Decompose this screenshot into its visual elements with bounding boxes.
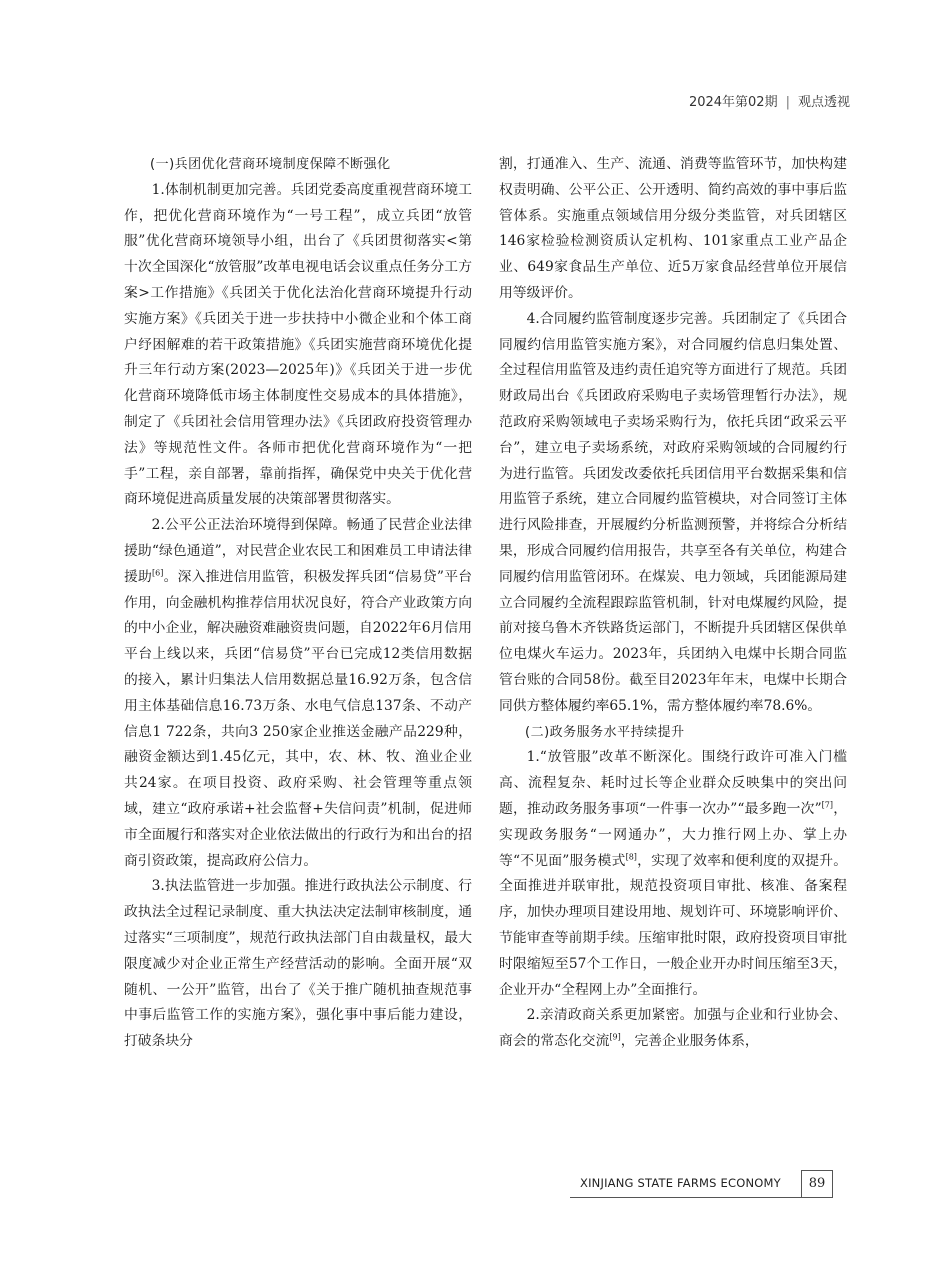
paragraph-3-continued: 割，打通准入、生产、流通、消费等监管环节，加快构建权责明确、公平公正、公开透明、简约高效的事中事后监管体系。实施重点领域信用分级分类监管，对兵团辖区146家检验检测资质认定机构、101家重点工业产品企业、649家食品生产单位、近5万家食品经营单位开展信用等级评价。 [499, 156, 847, 301]
issue-label: 2024年第02期 [688, 95, 778, 110]
paragraph-5-text-c: ，实现了效率和便利度的双提升。全面推进并联审批，规范投资项目审批、核准、备案程序，加快办理项目建设用地、规划许可、环境影响评价、节能审查等前期手续。压缩审批时限，政府投资项目审批时限缩短至57个工作日，一般企业开办时间压缩至3天，企业开办“全程网上办”全面推行。 [499, 852, 848, 998]
paragraph-4: 4.合同履约监管制度逐步完善。兵团制定了《兵团合同履约信用监管实施方案》，对合同履约信息归集处置、全过程信用监管及违约责任追究等方面进行了规范。兵团财政局出台《兵团政府采购电子卖场管理暂行办法》，规范政府采购领域电子卖场采购行为，依托兵团“政采云平台”，建立电子卖场系统，对政府采购领域的合同履约行为进行监管。兵团发改委依托兵团信用平台数据采集和信用监管子系统，建立合同履约监管模块，对合同签订主体进行风险排查，开展履约分析监测预警，并将综合分析结果，形成合同履约信用报告，共享至各有关单位，构建合同履约信用监管闭环。在煤炭、电力领域，兵团能源局建立合同履约全流程跟踪监管机制，针对电煤履约风险，提前对接乌鲁木齐铁路货运部门，不断提升兵团辖区保供单位电煤火车运力。2023年，兵团纳入电煤中长期合同监管台账的合同58份。截至目2023年年末，电煤中长期合同供方整体履约率65.1%，需方整体履约率78.6%。 [499, 310, 847, 714]
paragraph-6-text-b: ，完善企业服务体系， [620, 1033, 759, 1050]
page-number: 89 [801, 1170, 833, 1198]
paragraph-2-text-b: 。深入推进信用监管，积极发挥兵团“信易贷”平台作用，向金融机构推荐信用状况良好，符合产业政策方向的中小企业，解决融资难融资贵问题，自2022年6月信用平台上线以来，兵团“信易贷”平台已完成12类信用数据的接入，累计归集法人信用数据总量16.92万条，包含信用主体基础信息16.73万条、水电气信息137条、不动产信息1 722条，共向3 250家企业推送金融产品229种，融资金额达到1.45亿元，其中，农、林、牧、渔业企业共24家。在项目投资、政府采购、社会管理等重点领域，建立“政府承诺+社会监督+失信问责”机制，促进师市全面履行和落实对企业依法做出的行政行为和出台的招商引资政策，提高政府公信力。 [124, 568, 473, 869]
citation-9: [9] [609, 1032, 621, 1042]
footer-rule [570, 1197, 801, 1198]
citation-7: [7] [821, 800, 833, 810]
citation-6: [6] [152, 568, 164, 578]
section-heading-1: (一)兵团优化营商环境制度保障不断强化 [150, 157, 391, 172]
section-label: 观点透视 [797, 95, 850, 110]
paragraph-5-text-b: ，实现政务服务“一网通办”，大力推行网上办、掌上办等“不见面”服务模式 [499, 800, 848, 869]
paragraph-5 [499, 745, 847, 1003]
paragraph-6-text-a: 2.亲清政商关系更加紧密。加强与企业和行业协会、商会的常态化交流 [499, 1007, 847, 1050]
paragraph-6 [499, 1003, 847, 1055]
paragraph-5-text-a: 1.“放管服”改革不断深化。围绕行政许可准入门槛高、流程复杂、耗时过长等企业群众反映集中的突出问题，推动政务服务事项“一件事一次办”“最多跑一次” [499, 749, 847, 817]
left-column [124, 152, 472, 1055]
paragraph-1: 1.体制机制更加完善。兵团党委高度重视营商环境工作，把优化营商环境作为“一号工程”，成立兵团“放管服”优化营商环境领导小组，出台了《兵团贯彻落实<第十次全国深化“放管服”改革电视电话会议重点任务分工方案>工作措施》《兵团关于优化法治化营商环境提升行动实施方案》《兵团关于进一步扶持中小微企业和个体工商户纾困解难的若干政策措施》《兵团实施营商环境优化提升三年行动方案(2023—2025年)》《兵团关于进一步优化营商环境降低市场主体制度性交易成本的具体措施》，制定了《兵团社会信用管理办法》《兵团政府投资管理办法》等规范性文件。各师市把优化营商环境作为“一把手”工程，亲自部署，靠前指挥，确保党中央关于优化营商环境促进高质量发展的决策部署贯彻落实。 [124, 181, 472, 508]
journal-name: XINJIANG STATE FARMS ECONOMY [580, 1176, 781, 1190]
paragraph-2 [124, 513, 472, 874]
paragraph-3: 3.执法监管进一步加强。推进行政执法公示制度、行政执法全过程记录制度、重大执法决定法制审核制度，通过落实“三项制度”，规范行政执法部门自由裁量权，最大限度减少对企业正常生产经营活动的影响。全面开展“双随机、一公开”监管，出台了《关于推广随机抽查规范事中事后监管工作的实施方案》，强化事中事后能力建设，打破条块分 [124, 878, 472, 1050]
paragraph-2-text-a: 2.公平公正法治环境得到保障。畅通了民营企业法律援助“绿色通道”，对民营企业农民工和困难员工申请法律援助 [124, 517, 472, 585]
header-separator: | [785, 95, 790, 110]
citation-8: [8] [625, 851, 637, 861]
running-header [689, 91, 850, 110]
section-heading-2: (二)政务服务水平持续提升 [525, 724, 685, 740]
right-column [499, 152, 847, 1055]
